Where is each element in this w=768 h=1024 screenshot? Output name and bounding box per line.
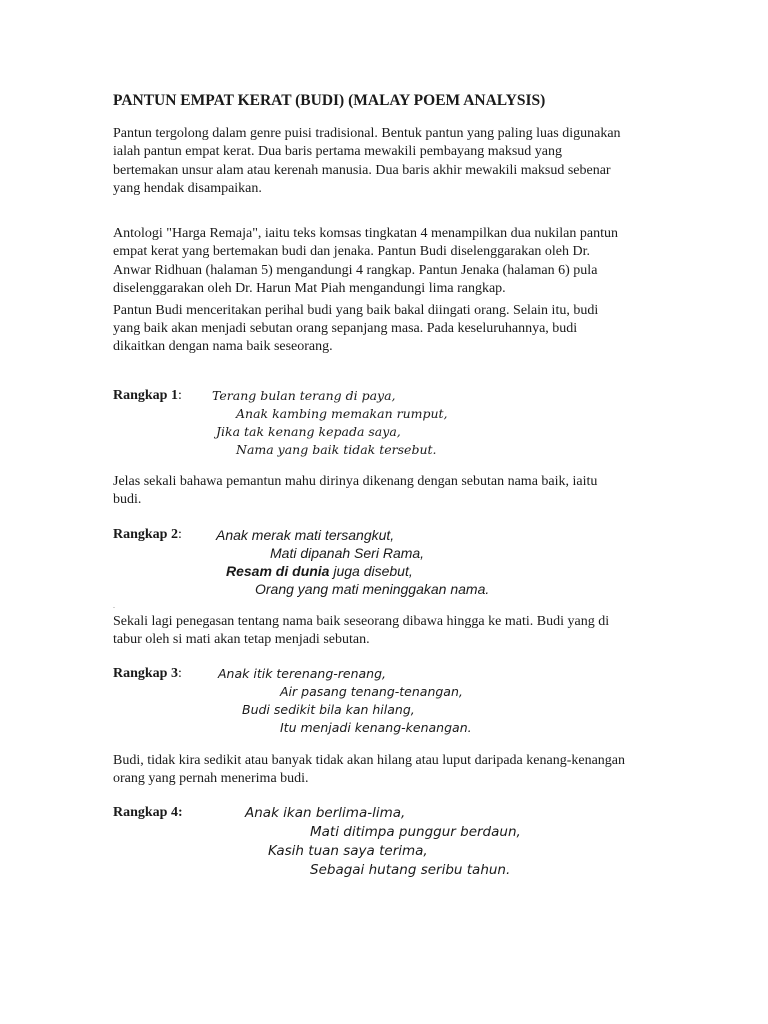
poem-line: Mati dipanah Seri Rama, <box>270 545 425 561</box>
paragraph-line: yang baik akan menjadi sebutan orang sepanjang masa. Pada keseluruhannya, budi <box>113 321 578 336</box>
paragraph-line: ialah pantun empat kerat. Dua baris pertama mewakili pembayang maksud yang <box>113 144 563 159</box>
paragraph-line: Pantun Budi menceritakan perihal budi yang baik bakal diingati orang. Selain itu, budi <box>113 303 599 318</box>
poem-line: Jika tak kenang kepada saya, <box>216 424 401 439</box>
paragraph-line: Sekali lagi penegasan tentang nama baik seseorang dibawa hingga ke mati. Budi yang di <box>113 614 610 629</box>
poem-line: Mati ditimpa punggur berdaun, <box>310 824 521 840</box>
paragraph-line: orang yang pernah menerima budi. <box>113 771 309 786</box>
stray-mark: . <box>113 601 115 610</box>
poem-line: Anak merak mati tersangkut, <box>216 527 395 543</box>
poem-line: Anak kambing memakan rumput, <box>236 406 448 421</box>
paragraph-line: Pantun tergolong dalam genre puisi tradisional. Bentuk pantun yang paling luas digunakan <box>113 126 621 141</box>
poem-line: Nama yang baik tidak tersebut. <box>236 442 437 457</box>
poem-line: Terang bulan terang di paya, <box>212 388 396 403</box>
stanza-label: Rangkap 1: <box>113 388 182 403</box>
poem-line: Orang yang mati meninggakan nama. <box>255 581 490 597</box>
paragraph-line: Jelas sekali bahawa pemantun mahu dirinya dikenang dengan sebutan nama baik, iaitu <box>113 474 598 489</box>
poem-line: Kasih tuan saya terima, <box>268 843 428 859</box>
poem-line: Resam di dunia juga disebut, <box>226 563 413 579</box>
poem-line: Budi sedikit bila kan hilang, <box>242 702 415 717</box>
poem-line: Anak itik terenang-renang, <box>218 666 387 681</box>
page-title: PANTUN EMPAT KERAT (BUDI) (MALAY POEM ANALYSIS) <box>113 92 546 109</box>
paragraph-line: yang hendak disampaikan. <box>113 181 262 196</box>
stanza-label: Rangkap 2: <box>113 527 182 542</box>
paragraph-line: empat kerat yang bertemakan budi dan jenaka. Pantun Budi diselenggarakan oleh Dr. <box>113 244 591 259</box>
poem-line: Air pasang tenang-tenangan, <box>280 684 463 699</box>
poem-line: Anak ikan berlima-lima, <box>245 805 406 821</box>
paragraph-line: dikaitkan dengan nama baik seseorang. <box>113 339 333 354</box>
paragraph-line: Antologi "Harga Remaja", iaitu teks komsas tingkatan 4 menampilkan dua nukilan pantun <box>113 226 618 241</box>
paragraph-line: tabur oleh si mati akan tetap menjadi sebutan. <box>113 632 370 647</box>
paragraph-line: budi. <box>113 492 142 507</box>
paragraph-line: Budi, tidak kira sedikit atau banyak tidak akan hilang atau luput daripada kenang-kenangan <box>113 753 625 768</box>
paragraph-line: diselenggarakan oleh Dr. Harun Mat Piah mengandungi lima rangkap. <box>113 281 506 296</box>
bold-phrase: Resam di dunia <box>226 563 330 579</box>
poem-line: Sebagai hutang seribu tahun. <box>310 862 511 878</box>
paragraph-line: Anwar Ridhuan (halaman 5) mengandungi 4 rangkap. Pantun Jenaka (halaman 6) pula <box>113 263 598 278</box>
stanza-label: Rangkap 3: <box>113 666 182 681</box>
paragraph-line: bertemakan unsur alam atau kerenah manusia. Dua baris akhir mewakili maksud sebenar <box>113 163 611 178</box>
poem-line: Itu menjadi kenang-kenangan. <box>280 720 472 735</box>
stanza-label: Rangkap 4: <box>113 805 183 820</box>
